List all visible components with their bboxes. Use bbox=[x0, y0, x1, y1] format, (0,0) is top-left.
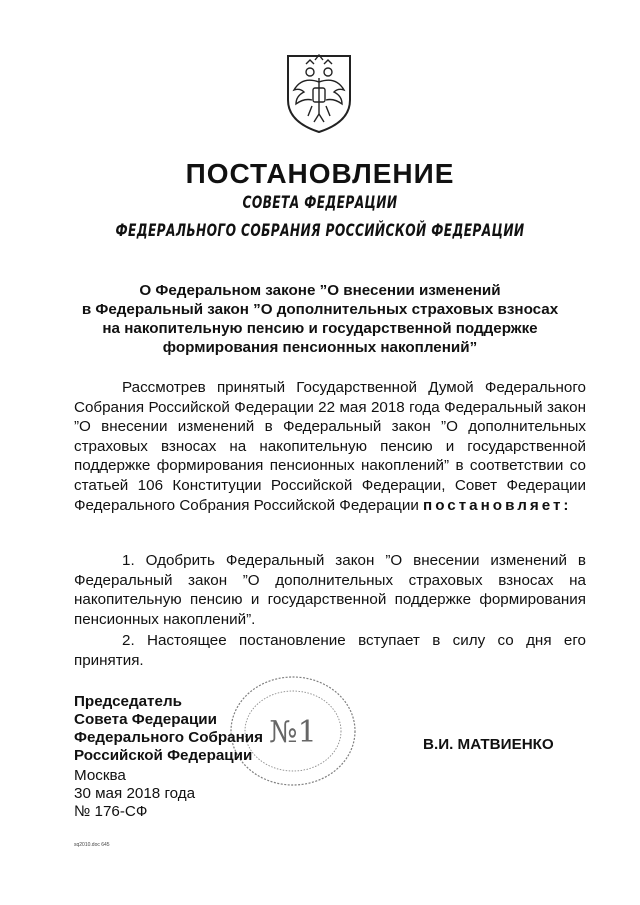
signer-title bbox=[74, 693, 263, 765]
footer-file-code: sq2010.doc 645 bbox=[74, 842, 110, 848]
resolves-word: постановляет: bbox=[423, 496, 572, 514]
clause-2: 2. Настоящее постановление вступает в силу со дня его принятия. bbox=[74, 632, 586, 669]
issuer-line-2: ФЕДЕРАЛЬНОГО СОБРАНИЯ РОССИЙСКОЙ ФЕДЕРАЦИИ bbox=[115, 221, 525, 241]
preamble-text: Рассмотрев принятый Государственной Думой Федерального Собрания Российской Федерации 22 мая 2018 года Федеральный закон ”О внесении изменений в Федеральный закон ”О дополнительных страховых взносах на накопительную пенсию и государственной поддержке формирования пенсионных накоплений” в соответствии со статьей 106 Конституции Российской Федерации, Совет Федерации Федерального Собрания Российской Федерации bbox=[74, 379, 586, 514]
seal-number: №1 bbox=[269, 715, 317, 750]
subject-line: О Федеральном законе ”О внесении изменений bbox=[139, 282, 501, 299]
signer-title-line: Российской Федерации bbox=[74, 747, 253, 764]
signer-name: В.И. МАТВИЕНКО bbox=[423, 736, 554, 753]
document-number: № 176-СФ bbox=[74, 803, 148, 820]
signer-title-line: Председатель bbox=[74, 693, 182, 710]
subject-line: на накопительную пенсию и государственной поддержке bbox=[102, 320, 538, 337]
resolution-subject bbox=[60, 281, 580, 357]
issuer-line-1: СОВЕТА ФЕДЕРАЦИИ bbox=[242, 193, 398, 213]
coat-of-arms-emblem bbox=[282, 50, 356, 134]
place-date-number bbox=[74, 767, 195, 821]
subject-line: формирования пенсионных накоплений” bbox=[162, 339, 478, 356]
signer-title-line: Совета Федерации bbox=[74, 711, 217, 728]
signer-title-line: Федерального Собрания bbox=[74, 729, 263, 746]
subject-line: в Федеральный закон ”О дополнительных страховых взносах bbox=[81, 301, 559, 318]
place: Москва bbox=[74, 767, 126, 784]
clause-1: 1. Одобрить Федеральный закон ”О внесении изменений в Федеральный закон ”О дополнительных страховых взносах на накопительную пенсию и государственной поддержке формирования пенсионных накоплений”. bbox=[74, 552, 586, 628]
document-title: ПОСТАНОВЛЕНИЕ bbox=[185, 158, 455, 189]
date: 30 мая 2018 года bbox=[74, 785, 196, 802]
preamble-paragraph bbox=[74, 378, 586, 515]
